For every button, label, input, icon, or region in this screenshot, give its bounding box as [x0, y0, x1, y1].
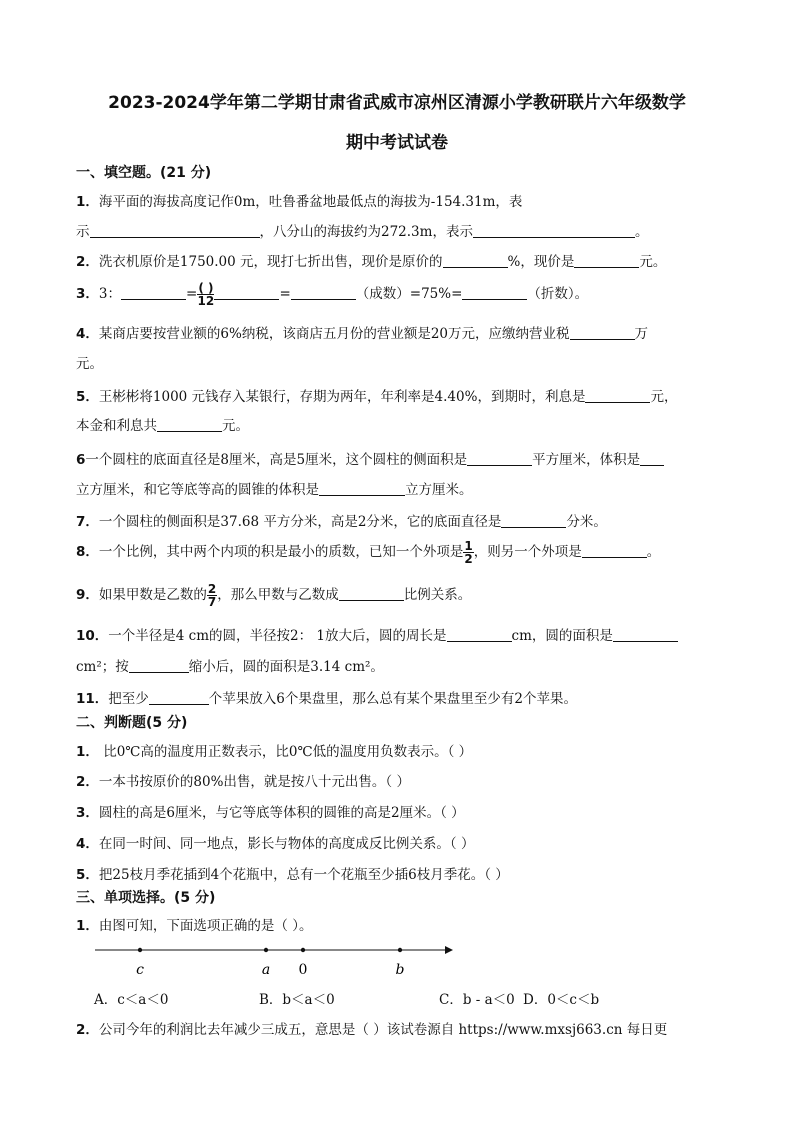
answer-blank[interactable] — [443, 253, 508, 268]
answer-blank[interactable] — [640, 451, 664, 466]
option-d[interactable]: D．0＜c＜b — [523, 992, 600, 1008]
answer-blank[interactable] — [570, 325, 635, 340]
answer-blank[interactable] — [291, 285, 356, 300]
answer-blank[interactable] — [121, 285, 186, 300]
answer-blank[interactable] — [585, 388, 650, 403]
number-line-point-c — [138, 948, 142, 952]
answer-blank[interactable] — [129, 658, 189, 673]
answer-blank[interactable] — [447, 627, 512, 642]
judge-item-3[interactable]: 3．圆柱的高是6厘米，与它等底等体积的圆锥的高是2厘米。（ ） — [76, 805, 465, 821]
fraction: $\frac{( )}{12}$ — [197, 281, 215, 308]
answer-blank[interactable] — [473, 223, 635, 238]
question-11: 11．把至少 个苹果放入6个果盘里，那么总有某个果盘里至少有2个苹果。 — [76, 691, 577, 707]
answer-blank[interactable] — [157, 417, 222, 432]
number-line-point-a — [264, 948, 268, 952]
choice-options — [94, 988, 599, 1008]
question-8: 8．一个比例，其中两个内项的积是最小的质数，已知一个外项是 $\frac{1}{2}$ ，则另一个外项是 。 — [76, 539, 661, 566]
choice-question-1: 1．由图可知，下面选项正确的是（ ）。 — [76, 918, 313, 934]
question-2: 2．洗衣机原价是1750.00 元，现打七折出售，现价是原价的 %，现价是 元。 — [76, 254, 667, 270]
answer-blank[interactable] — [582, 543, 647, 558]
number-line-label-c: c — [136, 962, 144, 978]
answer-blank[interactable] — [319, 481, 405, 496]
question-1b: 示 ，八分山的海拔约为272.3m，表示 。 — [76, 224, 649, 240]
judge-item-5[interactable]: 5．把25枝月季花插到4个花瓶中，总有一个花瓶至少插6枝月季花。（ ） — [76, 867, 509, 883]
answer-blank[interactable] — [613, 627, 678, 642]
question-9: 9．如果甲数是乙数的 $\frac{2}{7}$ ，那么甲数与乙数成 比例关系。 — [76, 582, 472, 609]
question-10b: cm²；按 缩小后，圆的面积是3.14 cm²。 — [76, 659, 384, 675]
answer-blank[interactable] — [501, 513, 566, 528]
question-5a: 5．王彬彬将1000 元钱存入某银行，存期为两年，年利率是4.40%，到期时，利息是 元， — [76, 389, 678, 405]
question-10a: 10．一个半径是4 cm的圆，半径按2： 1放大后，圆的周长是 cm，圆的面积是 — [76, 624, 678, 644]
number-line-label-0: 0 — [298, 962, 308, 978]
option-a[interactable]: A．c＜a＜0 — [94, 992, 169, 1008]
answer-blank[interactable] — [149, 690, 209, 705]
section2-heading: 二、判断题(5 分) — [76, 715, 188, 731]
judge-item-1[interactable]: 1． 比0℃高的温度用正数表示，比0℃低的温度用负数表示。（ ） — [76, 744, 473, 760]
number-line — [95, 940, 455, 980]
question-7: 7．一个圆柱的侧面积是37.68 平方分米，高是2分米，它的底面直径是 分米。 — [76, 514, 607, 530]
section1-heading: 一、填空题。(21 分) — [76, 165, 212, 181]
answer-blank[interactable] — [574, 253, 639, 268]
answer-blank[interactable] — [467, 451, 532, 466]
option-b[interactable]: B．b＜a＜0 — [259, 992, 335, 1008]
question-6b: 立方厘米，和它等底等高的圆锥的体积是 立方厘米。 — [76, 482, 473, 498]
number-line-point-0 — [301, 948, 305, 952]
answer-blank[interactable] — [462, 285, 527, 300]
choice-question-2: 2．公司今年的利润比去年减少三成五，意思是（ ）该试卷源自 https://www.mxsj663.cn 每日更 — [76, 1022, 668, 1038]
exam-title-line2: 期中考试试卷 — [346, 133, 448, 153]
fraction: $\frac{2}{7}$ — [207, 582, 217, 609]
answer-blank[interactable] — [90, 223, 260, 238]
question-6a: 6一个圆柱的底面直径是8厘米，高是5厘米，这个圆柱的侧面积是 平方厘米，体积是 — [76, 448, 664, 468]
number-line-arrow — [445, 946, 453, 954]
question-1a: 1．海平面的海拔高度记作0m，吐鲁番盆地最低点的海拔为-154.31m，表 — [76, 194, 523, 210]
exam-title-line1: 2023-2024学年第二学期甘肃省武威市凉州区清源小学教研联片六年级数学 — [108, 93, 686, 113]
answer-blank[interactable] — [214, 285, 279, 300]
judge-item-2[interactable]: 2．一本书按原价的80%出售，就是按八十元出售。（ ） — [76, 774, 410, 790]
question-4b: 元。 — [76, 356, 103, 372]
answer-blank[interactable] — [339, 586, 404, 601]
question-5b: 本金和利息共 元。 — [76, 418, 249, 434]
question-4a: 4．某商店要按营业额的6%纳税，该商店五月份的营业额是20万元，应缴纳营业税 万 — [76, 326, 649, 342]
section3-heading: 三、单项选择。(5 分) — [76, 890, 216, 906]
option-c[interactable]: C．b - a＜0 — [439, 992, 515, 1008]
fraction: $\frac{1}{2}$ — [464, 539, 473, 566]
number-line-label-b: b — [395, 962, 405, 978]
number-line-point-b — [398, 948, 402, 952]
question-3: 3．3： = $\frac{( )}{12}$ = （成数）=75%= （折数）。 — [76, 281, 589, 308]
judge-item-4[interactable]: 4．在同一时间、同一地点，影长与物体的高度成反比例关系。（ ） — [76, 836, 475, 852]
number-line-label-a: a — [261, 962, 271, 978]
